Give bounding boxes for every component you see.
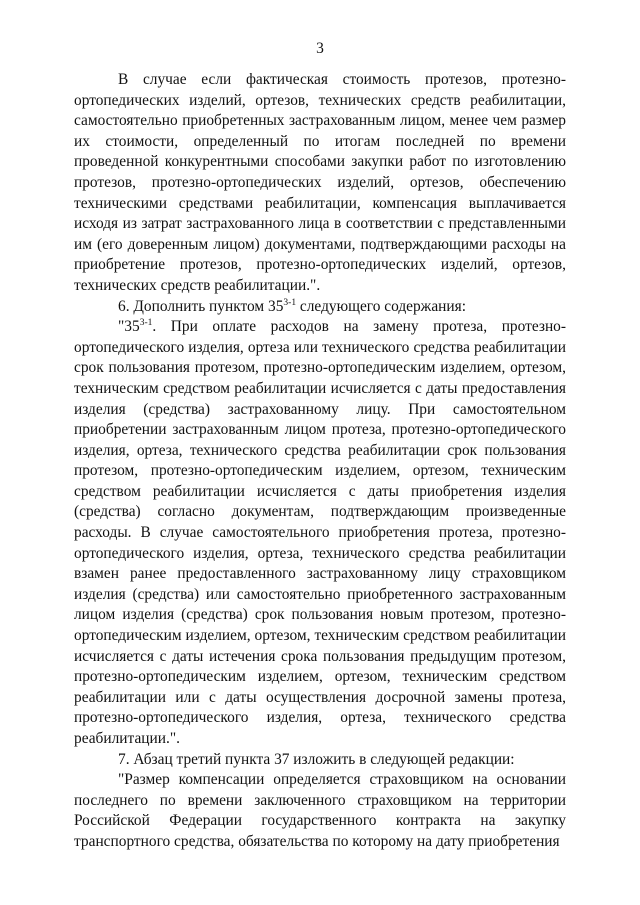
item-6-text-end: следующего содержания:	[296, 297, 466, 315]
point-35-text-start: "35	[118, 318, 140, 336]
paragraph-point-35-3-1	[74, 317, 566, 749]
point-35-text-end: . При оплате расходов на замену протеза, протезно-ортопедического изделия, ортеза или технического средства реабилитации срок пользования протезом, протезно-ортопедическим изделием, ортезом, техническим средством реабилитации исчисляется с даты предоставления изделия (средства) застрахованному лицу. При самостоятельном приобретении застрахованным лицом протеза, протезно-ортопедического изделия, ортеза, технического средства реабилитации срок пользования протезом, протезно-ортопедическим изделием, ортезом, техническим средством реабилитации исчисляется с даты приобретения изделия (средства) согласно документам, подтверждающим произведенные расходы. В случае самостоятельного приобретения протеза, протезно-ортопедического изделия, ортеза, технического средства реабилитации взамен ранее предоставленного застрахованному лицу страховщиком изделия (средства) или самостоятельно приобретенного застрахованным лицом изделия (средства) срок пользования новым протезом, протезно-ортопедическим изделием, ортезом, техническим средством реабилитации исчисляется с даты истечения срока пользования предыдущим протезом, протезно-ортопедическим изделием, ортезом, техническим средством реабилитации или с даты осуществления досрочной замены протеза, протезно-ортопедического изделия, ортеза, технического средства реабилитации.".	[74, 318, 566, 747]
paragraph-item-6	[74, 297, 566, 318]
paragraph-compensation-calculation: В случае если фактическая стоимость протезов, протезно-ортопедических изделий, ортезов, технических средств реабилитации, самостоятельно приобретенных застрахованным лицом, менее чем размер их стоимости, определенный по итогам последней по времени проведенной конкурентными способами закупки работ по изготовлению протезов, протезно-ортопедических изделий, ортезов, обеспечению техническими средствами реабилитации, компенсация выплачивается исходя из затрат застрахованного лица в соответствии с представленными им (его доверенным лицом) документами, подтверждающими расходы на приобретение протезов, протезно-ортопедических изделий, ортезов, технических средств реабилитации.".	[74, 71, 566, 294]
item-6-superscript: 3-1	[283, 297, 297, 308]
document-body	[74, 70, 566, 853]
point-35-superscript: 3-1	[139, 318, 153, 329]
paragraph-item-7: 7. Абзац третий пункта 37 изложить в следующей редакции:	[118, 750, 515, 768]
item-6-text-start: 6. Дополнить пунктом 35	[118, 297, 284, 315]
page-number: 3	[316, 40, 324, 57]
paragraph-compensation-size: "Размер компенсации определяется страховщиком на основании последнего по времени заключенного страховщиком на территории Российской Федерации государственного контракта на закупку транспортного средства, обязательства по которому на дату приобретения	[74, 771, 566, 850]
